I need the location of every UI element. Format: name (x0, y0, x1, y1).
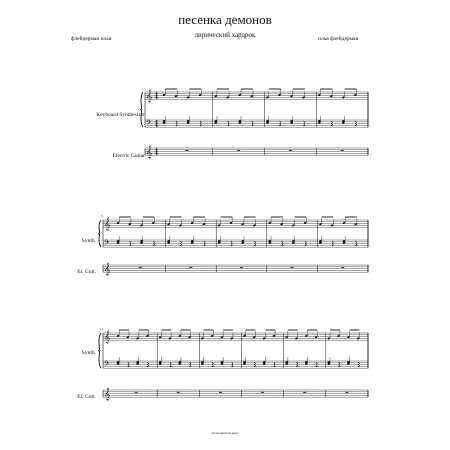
treble-clef-icon: 𝄞 (104, 387, 111, 401)
whole-rest (341, 150, 344, 151)
footer-text: пользователь вера (211, 431, 239, 435)
instrument-label-guitar: El. Guit. (77, 269, 96, 275)
time-signature-bottom: 4 (155, 95, 158, 101)
time-signature-top: 4 (155, 91, 158, 97)
whole-rest (240, 267, 243, 268)
composer-right: илья флейдерман (318, 36, 359, 42)
whole-rest (135, 392, 138, 393)
time-signature-top: 4 (155, 119, 158, 125)
time-signature-bottom: 4 (155, 151, 158, 157)
composer-left: флейдерман илья (71, 36, 112, 42)
treble-clef-icon: 𝄞 (146, 89, 153, 103)
measure-number: 5 (101, 214, 103, 218)
brace-icon (140, 92, 143, 127)
whole-rest (189, 267, 192, 268)
instrument-label-synth: Synth. (81, 238, 96, 244)
brace-icon (98, 220, 101, 247)
treble-clef-icon: 𝄞 (104, 217, 111, 231)
instrument-label-keyboard: Keyboard Synthesizer (96, 112, 145, 118)
time-signature-top: 4 (155, 147, 158, 153)
score-subtitle: лирический хардрок (194, 31, 256, 39)
instrument-label-guitar: Electric Guitar (112, 153, 145, 159)
whole-rest (303, 392, 306, 393)
whole-rest (341, 267, 344, 268)
whole-rest (291, 267, 294, 268)
measure-number: 11 (100, 327, 104, 331)
whole-rest (237, 150, 240, 151)
whole-rest (185, 150, 188, 151)
whole-rest (177, 392, 180, 393)
treble-clef-icon: 𝄞 (104, 330, 111, 344)
whole-rest (345, 392, 348, 393)
bass-clef-icon: 𝄢 (104, 238, 110, 248)
bass-clef-icon: 𝄢 (146, 118, 152, 128)
instrument-label-synth: Synth. (81, 350, 96, 356)
score-title: песенка демонов (178, 12, 272, 27)
whole-rest (219, 392, 222, 393)
instrument-label-guitar: El. Guit. (77, 394, 96, 400)
bass-clef-icon: 𝄢 (104, 359, 110, 369)
whole-rest (289, 150, 292, 151)
whole-rest (261, 392, 264, 393)
treble-clef-icon: 𝄞 (104, 262, 111, 276)
whole-rest (139, 267, 142, 268)
treble-clef-icon: 𝄞 (146, 145, 153, 159)
brace-icon (98, 333, 101, 368)
time-signature-bottom: 4 (155, 123, 158, 129)
